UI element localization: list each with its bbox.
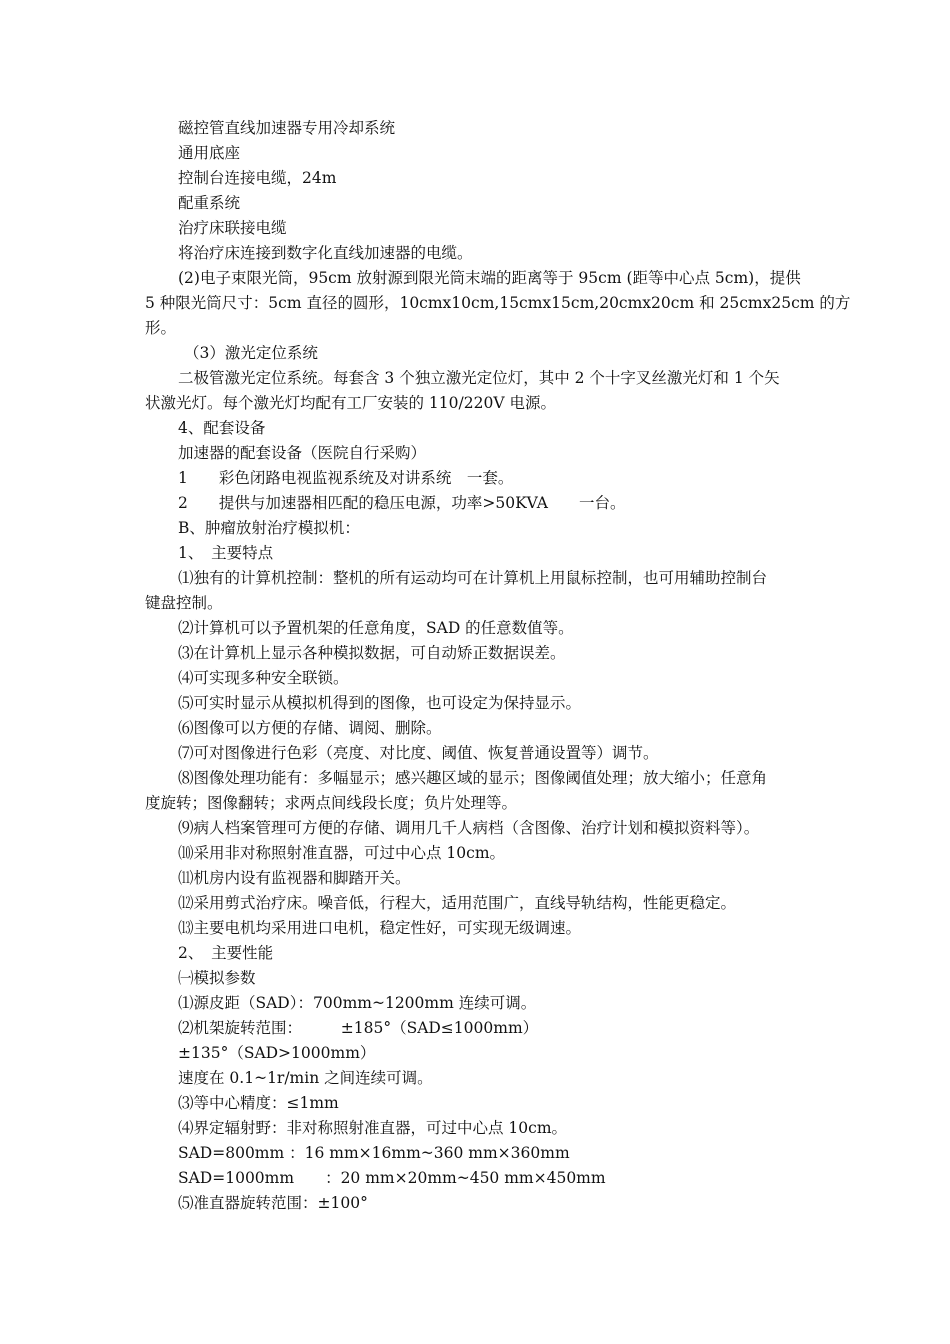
text-line: 通用底座	[178, 144, 241, 162]
list-item: ⑽采用非对称照射准直器，可过中心点 10cm。	[178, 844, 506, 862]
list-item: ⑾机房内设有监视器和脚踏开关。	[178, 869, 411, 887]
list-item: ⑷可实现多种安全联锁。	[178, 669, 349, 687]
text-line: 控制台连接电缆，24m	[178, 169, 337, 187]
text-line: 状激光灯。每个激光灯均配有工厂安装的 110/220V 电源。	[145, 394, 556, 412]
list-item: ⑸准直器旋转范围：±100°	[178, 1194, 368, 1212]
list-item: ⑷界定辐射野：非对称照射准直器，可过中心点 10cm。	[178, 1119, 568, 1137]
text-line: 速度在 0.1~1r/min 之间连续可调。	[178, 1069, 433, 1087]
list-item: 1 彩色闭路电视监视系统及对讲系统 一套。	[178, 469, 514, 487]
section-heading: 4、配套设备	[178, 419, 266, 437]
text-line: 5 种限光筒尺寸：5cm 直径的圆形，10cmx10cm,15cmx15cm,20cmx20cm 和 25cmx25cm 的方	[145, 294, 851, 312]
list-item: ⑺可对图像进行色彩（亮度、对比度、阈值、恢复普通设置等）调节。	[178, 744, 659, 762]
text-line: SAD=1000mm ：20 mm×20mm~450 mm×450mm	[178, 1169, 606, 1187]
list-item: ⑴源皮距（SAD）：700mm~1200mm 连续可调。	[178, 994, 537, 1012]
list-item: ⑹图像可以方便的存储、调阅、删除。	[178, 719, 442, 737]
list-item: ⑵计算机可以予置机架的任意角度，SAD 的任意数值等。	[178, 619, 574, 637]
list-item: ⑵机架旋转范围： ±185°（SAD≤1000mm）	[178, 1019, 539, 1037]
text-line: 配重系统	[178, 194, 241, 212]
text-line: 加速器的配套设备（医院自行采购）	[178, 444, 427, 462]
list-item: ⑴独有的计算机控制：整机的所有运动均可在计算机上用鼠标控制，也可用辅助控制台	[178, 569, 768, 587]
section-heading: 2、 主要性能	[178, 944, 274, 962]
section-heading: B、肿瘤放射治疗模拟机：	[178, 519, 360, 537]
text-line: 键盘控制。	[145, 594, 223, 612]
list-item: ⑻图像处理功能有：多幅显示；感兴趣区域的显示；图像阈值处理；放大缩小；任意角	[178, 769, 768, 787]
text-line: 将治疗床连接到数字化直线加速器的电缆。	[178, 244, 473, 262]
list-item: ⑶等中心精度：≤1mm	[178, 1094, 339, 1112]
section-heading: （3）激光定位系统	[184, 344, 318, 362]
list-item: 2 提供与加速器相匹配的稳压电源，功率>50KVA 一台。	[178, 494, 626, 512]
text-line: 形。	[145, 319, 177, 337]
list-item: ⑶在计算机上显示各种模拟数据，可自动矫正数据误差。	[178, 644, 566, 662]
text-line: ±135°（SAD>1000mm）	[178, 1044, 376, 1062]
text-line: 治疗床联接电缆	[178, 219, 287, 237]
list-item: ⑸可实时显示从模拟机得到的图像，也可设定为保持显示。	[178, 694, 582, 712]
list-item: ⒀主要电机均采用进口电机，稳定性好，可实现无级调速。	[178, 919, 582, 937]
section-heading: 1、 主要特点	[178, 544, 274, 562]
sub-heading: ㈠模拟参数	[178, 969, 256, 987]
text-line: SAD=800mm ：16 mm×16mm~360 mm×360mm	[178, 1144, 570, 1162]
text-line: 二极管激光定位系统。每套含 3 个独立激光定位灯，其中 2 个十字叉丝激光灯和 1 个矢	[178, 369, 780, 387]
text-line: (2)电子束限光筒，95cm 放射源到限光筒末端的距离等于 95cm (距等中心点 5cm)，提供	[178, 269, 801, 287]
list-item: ⑼病人档案管理可方便的存储、调用几千人病档（含图像、治疗计划和模拟资料等）。	[178, 819, 760, 837]
list-item: ⑿采用剪式治疗床。噪音低，行程大，适用范围广，直线导轨结构，性能更稳定。	[178, 894, 737, 912]
text-line: 磁控管直线加速器专用冷却系统	[178, 119, 396, 137]
text-line: 度旋转；图像翻转；求两点间线段长度；负片处理等。	[145, 794, 518, 812]
